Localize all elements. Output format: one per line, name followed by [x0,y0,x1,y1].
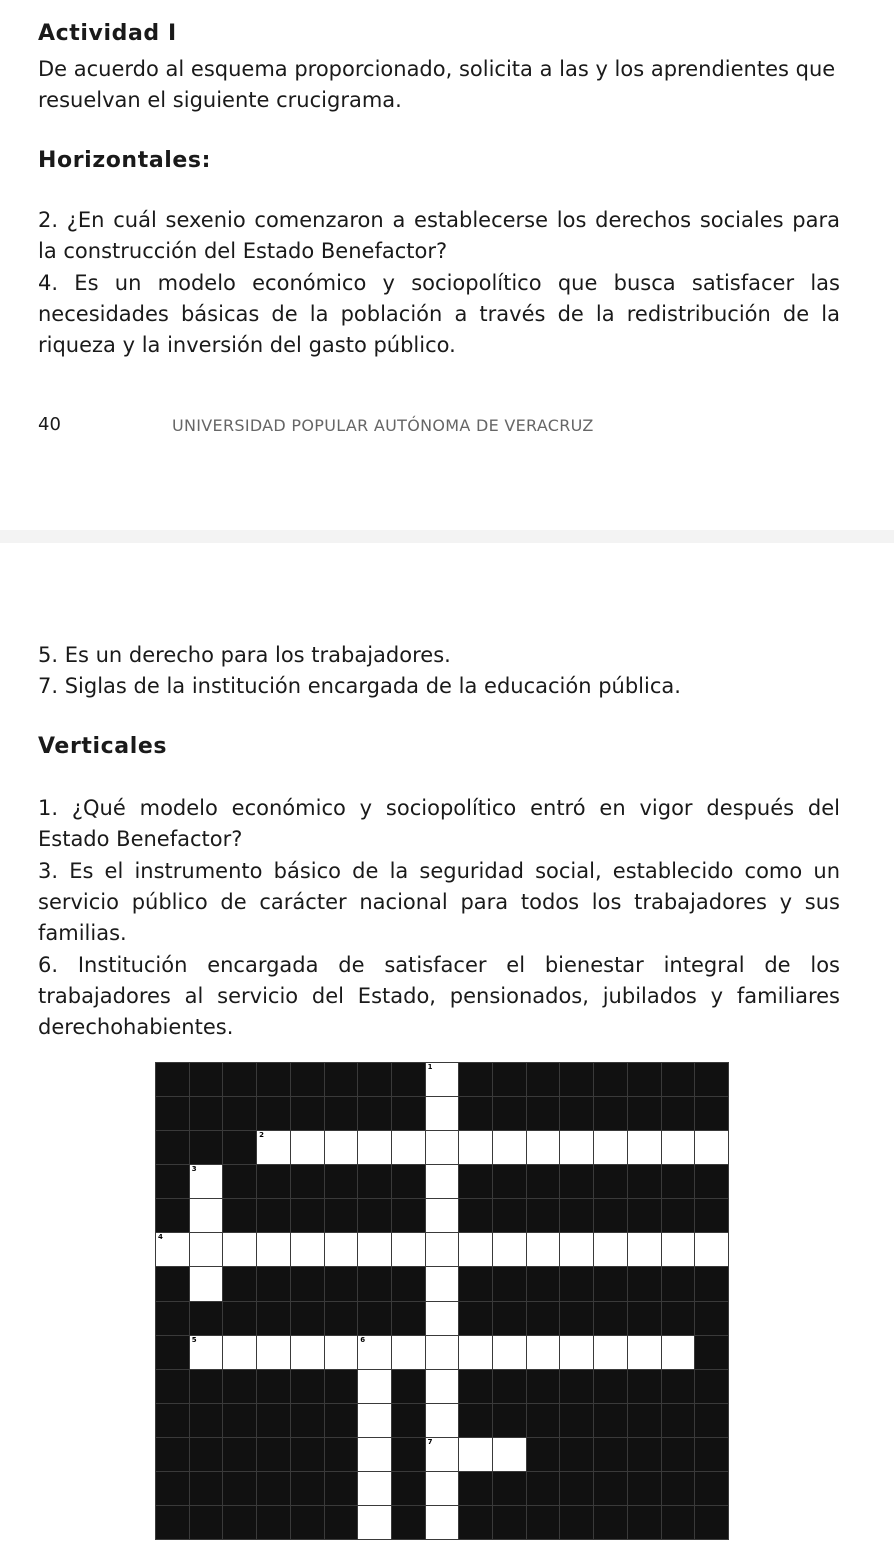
crossword-blocked-cell [560,1506,593,1539]
crossword-blocked-cell [291,1097,324,1130]
crossword-blocked-cell [358,1267,391,1300]
crossword-blocked-cell [156,1131,189,1164]
crossword-blocked-cell [392,1472,425,1505]
crossword-blocked-cell [560,1370,593,1403]
crossword-blocked-cell [662,1267,695,1300]
crossword-blocked-cell [662,1404,695,1437]
crossword-blocked-cell [628,1404,661,1437]
crossword-blocked-cell [190,1302,223,1335]
crossword-blocked-cell [156,1267,189,1300]
crossword-blocked-cell [594,1267,627,1300]
crossword-answer-cell[interactable] [426,1472,459,1505]
crossword-blocked-cell [291,1267,324,1300]
crossword-blocked-cell [594,1165,627,1198]
crossword-answer-cell[interactable] [426,1370,459,1403]
crossword-answer-cell[interactable] [628,1131,661,1164]
crossword-blocked-cell [459,1097,492,1130]
crossword-blocked-cell [257,1472,290,1505]
crossword-answer-cell[interactable] [662,1336,695,1369]
horizontal-heading: Horizontales: [38,148,212,173]
crossword-blocked-cell [392,1165,425,1198]
crossword-blocked-cell [358,1302,391,1335]
crossword-blocked-cell [156,1302,189,1335]
crossword-answer-cell[interactable] [156,1233,189,1266]
crossword-answer-cell[interactable] [594,1131,627,1164]
crossword-blocked-cell [527,1199,560,1232]
crossword-blocked-cell [695,1438,728,1471]
crossword-blocked-cell [695,1336,728,1369]
crossword-blocked-cell [325,1267,358,1300]
crossword-blocked-cell [190,1506,223,1539]
crossword-answer-cell[interactable] [358,1336,391,1369]
crossword-blocked-cell [628,1199,661,1232]
crossword-blocked-cell [223,1370,256,1403]
crossword-answer-cell[interactable] [426,1506,459,1539]
crossword-blocked-cell [291,1199,324,1232]
crossword-answer-cell[interactable] [291,1131,324,1164]
crossword-blocked-cell [358,1097,391,1130]
crossword-blocked-cell [257,1404,290,1437]
crossword-answer-cell[interactable] [426,1165,459,1198]
crossword-answer-cell[interactable] [325,1233,358,1266]
crossword-blocked-cell [527,1506,560,1539]
crossword-answer-cell[interactable] [493,1336,526,1369]
crossword-blocked-cell [662,1063,695,1096]
crossword-answer-cell[interactable] [190,1233,223,1266]
crossword-blocked-cell [190,1404,223,1437]
crossword-blocked-cell [190,1131,223,1164]
crossword-answer-cell[interactable] [190,1336,223,1369]
crossword-blocked-cell [459,1404,492,1437]
crossword-blocked-cell [594,1063,627,1096]
crossword-blocked-cell [527,1267,560,1300]
crossword-blocked-cell [695,1370,728,1403]
crossword-blocked-cell [291,1404,324,1437]
crossword-answer-cell[interactable] [325,1336,358,1369]
crossword-blocked-cell [156,1336,189,1369]
crossword-blocked-cell [662,1165,695,1198]
crossword-answer-cell[interactable] [459,1438,492,1471]
crossword-answer-cell[interactable] [426,1302,459,1335]
crossword-answer-cell[interactable] [426,1097,459,1130]
crossword-blocked-cell [392,1370,425,1403]
crossword-blocked-cell [493,1370,526,1403]
crossword-answer-cell[interactable] [527,1233,560,1266]
crossword-blocked-cell [156,1404,189,1437]
crossword-answer-cell[interactable] [695,1233,728,1266]
crossword-answer-cell[interactable] [426,1131,459,1164]
crossword-blocked-cell [392,1097,425,1130]
crossword-answer-cell[interactable] [257,1131,290,1164]
crossword-blocked-cell [527,1165,560,1198]
crossword-blocked-cell [459,1506,492,1539]
crossword-blocked-cell [628,1063,661,1096]
crossword-blocked-cell [628,1438,661,1471]
crossword-blocked-cell [291,1472,324,1505]
crossword-blocked-cell [358,1199,391,1232]
crossword-answer-cell[interactable] [527,1131,560,1164]
crossword-blocked-cell [527,1097,560,1130]
crossword-answer-cell[interactable] [358,1438,391,1471]
crossword-blocked-cell [560,1438,593,1471]
crossword-answer-cell[interactable] [560,1336,593,1369]
crossword-blocked-cell [223,1097,256,1130]
crossword-blocked-cell [223,1472,256,1505]
crossword-answer-cell[interactable] [426,1336,459,1369]
horizontal-clue-7: 7. Siglas de la institución encargada de la educación pública. [38,674,681,698]
crossword-blocked-cell [459,1472,492,1505]
crossword-answer-cell[interactable] [426,1199,459,1232]
page-number: 40 [38,414,61,435]
crossword-blocked-cell [560,1267,593,1300]
crossword-blocked-cell [392,1438,425,1471]
crossword-blocked-cell [628,1267,661,1300]
crossword-blocked-cell [594,1199,627,1232]
crossword-answer-cell[interactable] [628,1336,661,1369]
crossword-blocked-cell [493,1404,526,1437]
crossword-blocked-cell [190,1370,223,1403]
crossword-blocked-cell [628,1097,661,1130]
crossword-blocked-cell [257,1165,290,1198]
page-divider [0,530,894,543]
crossword-blocked-cell [459,1267,492,1300]
crossword-answer-cell[interactable] [392,1131,425,1164]
crossword-answer-cell[interactable] [358,1131,391,1164]
crossword-blocked-cell [527,1438,560,1471]
crossword-blocked-cell [628,1506,661,1539]
crossword-answer-cell[interactable] [594,1233,627,1266]
crossword-clue-number: 3 [191,1165,197,1174]
crossword-answer-cell[interactable] [493,1438,526,1471]
crossword-blocked-cell [392,1302,425,1335]
crossword-blocked-cell [527,1302,560,1335]
crossword-blocked-cell [325,1063,358,1096]
crossword-blocked-cell [695,1506,728,1539]
crossword-blocked-cell [257,1097,290,1130]
crossword-blocked-cell [695,1199,728,1232]
crossword-answer-cell[interactable] [426,1063,459,1096]
vertical-heading: Verticales [38,734,168,759]
crossword-blocked-cell [594,1370,627,1403]
crossword-blocked-cell [527,1404,560,1437]
crossword-blocked-cell [695,1302,728,1335]
crossword-blocked-cell [560,1302,593,1335]
crossword-blocked-cell [223,1165,256,1198]
crossword-answer-cell[interactable] [190,1199,223,1232]
crossword-blocked-cell [223,1302,256,1335]
crossword-clue-number: 2 [259,1131,264,1140]
crossword-blocked-cell [493,1199,526,1232]
crossword-blocked-cell [662,1472,695,1505]
crossword-blocked-cell [695,1165,728,1198]
horizontal-clue-2: 2. ¿En cuál sexenio comenzaron a establecerse los derechos sociales para la construcción del Estado Benefactor? [38,208,840,263]
crossword-clue-number: 6 [360,1335,366,1344]
crossword-blocked-cell [695,1097,728,1130]
crossword-blocked-cell [156,1438,189,1471]
horizontal-clue-5: 5. Es un derecho para los trabajadores. [38,643,451,667]
crossword-blocked-cell [594,1302,627,1335]
crossword-blocked-cell [594,1438,627,1471]
crossword-blocked-cell [527,1370,560,1403]
crossword-answer-cell[interactable] [257,1233,290,1266]
crossword-blocked-cell [695,1063,728,1096]
crossword-blocked-cell [560,1472,593,1505]
crossword-answer-cell[interactable] [392,1336,425,1369]
crossword-answer-cell[interactable] [560,1131,593,1164]
crossword-blocked-cell [459,1063,492,1096]
crossword-blocked-cell [392,1063,425,1096]
crossword-blocked-cell [156,1506,189,1539]
crossword-blocked-cell [257,1438,290,1471]
crossword-answer-cell[interactable] [325,1131,358,1164]
crossword-blocked-cell [325,1438,358,1471]
crossword-blocked-cell [325,1506,358,1539]
crossword-blocked-cell [527,1472,560,1505]
crossword-blocked-cell [594,1404,627,1437]
crossword-blocked-cell [325,1404,358,1437]
crossword-clue-number: 5 [191,1335,197,1344]
page-40 [0,0,894,530]
crossword-blocked-cell [257,1370,290,1403]
crossword-answer-cell[interactable] [358,1370,391,1403]
intro-paragraph: De acuerdo al esquema proporcionado, solicita a las y los aprendientes que resuelvan el siguiente crucigrama. [38,57,836,112]
crossword-answer-cell[interactable] [459,1336,492,1369]
crossword-blocked-cell [156,1165,189,1198]
crossword-blocked-cell [628,1472,661,1505]
crossword-blocked-cell [560,1097,593,1130]
crossword-answer-cell[interactable] [392,1233,425,1266]
crossword-blocked-cell [223,1506,256,1539]
crossword-blocked-cell [325,1199,358,1232]
crossword-blocked-cell [190,1438,223,1471]
crossword-blocked-cell [257,1506,290,1539]
crossword-answer-cell[interactable] [358,1404,391,1437]
crossword-clue-number: 1 [427,1063,433,1071]
vertical-clue-1: 1. ¿Qué modelo económico y sociopolítico entró en vigor después del Estado Benefactor? [38,796,840,851]
crossword-blocked-cell [325,1472,358,1505]
page-footer: UNIVERSIDAD POPULAR AUTÓNOMA DE VERACRUZ [172,416,594,435]
crossword-clue-number: 4 [158,1233,163,1242]
crossword-answer-cell[interactable] [426,1267,459,1300]
crossword-blocked-cell [628,1370,661,1403]
crossword-blocked-cell [291,1165,324,1198]
crossword-answer-cell[interactable] [560,1233,593,1266]
crossword-answer-cell[interactable] [594,1336,627,1369]
crossword-blocked-cell [662,1370,695,1403]
crossword-blocked-cell [594,1472,627,1505]
crossword-answer-cell[interactable] [358,1472,391,1505]
crossword-answer-cell[interactable] [695,1131,728,1164]
crossword-blocked-cell [493,1097,526,1130]
crossword-blocked-cell [695,1472,728,1505]
crossword-blocked-cell [662,1199,695,1232]
crossword-blocked-cell [459,1302,492,1335]
crossword-blocked-cell [325,1370,358,1403]
vertical-clue-6: 6. Institución encargada de satisfacer el bienestar integral de los trabajadores al servicio del Estado, pensionados, jubilados y familiares derechohabientes. [38,953,840,1039]
crossword-blocked-cell [662,1097,695,1130]
crossword-answer-cell[interactable] [527,1336,560,1369]
crossword-answer-cell[interactable] [291,1336,324,1369]
crossword-answer-cell[interactable] [358,1506,391,1539]
crossword-answer-cell[interactable] [459,1131,492,1164]
crossword-blocked-cell [325,1302,358,1335]
crossword-blocked-cell [223,1267,256,1300]
crossword-blocked-cell [628,1165,661,1198]
crossword-answer-cell[interactable] [190,1267,223,1300]
horizontal-clue-4: 4. Es un modelo económico y sociopolítico que busca satisfacer las necesidades básicas de la población a través de la redistribución de la riqueza y la inversión del gasto público. [38,271,840,357]
crossword-answer-cell[interactable] [223,1336,256,1369]
crossword-blocked-cell [156,1063,189,1096]
crossword-answer-cell[interactable] [223,1233,256,1266]
crossword-answer-cell[interactable] [358,1233,391,1266]
crossword-blocked-cell [190,1097,223,1130]
crossword-blocked-cell [527,1063,560,1096]
crossword-blocked-cell [223,1131,256,1164]
crossword-blocked-cell [190,1472,223,1505]
crossword-blocked-cell [662,1302,695,1335]
crossword-blocked-cell [392,1506,425,1539]
crossword-blocked-cell [560,1404,593,1437]
crossword-blocked-cell [291,1063,324,1096]
crossword-blocked-cell [223,1199,256,1232]
crossword-blocked-cell [594,1506,627,1539]
crossword-blocked-cell [156,1472,189,1505]
crossword-blocked-cell [392,1267,425,1300]
crossword-blocked-cell [257,1267,290,1300]
crossword-blocked-cell [358,1165,391,1198]
crossword-blocked-cell [459,1370,492,1403]
crossword-blocked-cell [493,1165,526,1198]
crossword-blocked-cell [493,1472,526,1505]
crossword-blocked-cell [560,1199,593,1232]
crossword-answer-cell[interactable] [493,1131,526,1164]
crossword-blocked-cell [156,1370,189,1403]
crossword-answer-cell[interactable] [628,1233,661,1266]
crossword-blocked-cell [223,1404,256,1437]
crossword-blocked-cell [190,1063,223,1096]
crossword-blocked-cell [459,1199,492,1232]
activity-title: Actividad I [38,21,177,46]
crossword-blocked-cell [257,1199,290,1232]
crossword-blocked-cell [493,1267,526,1300]
crossword-blocked-cell [560,1165,593,1198]
crossword-blocked-cell [223,1438,256,1471]
crossword-blocked-cell [493,1506,526,1539]
crossword-answer-cell[interactable] [426,1233,459,1266]
crossword-blocked-cell [695,1267,728,1300]
crossword-blocked-cell [257,1063,290,1096]
crossword-grid [155,1062,729,1540]
crossword-blocked-cell [257,1302,290,1335]
crossword-blocked-cell [291,1438,324,1471]
crossword-blocked-cell [459,1165,492,1198]
vertical-clue-3: 3. Es el instrumento básico de la seguridad social, establecido como un servicio público de carácter nacional para todos los trabajadores y sus familias. [38,859,840,945]
crossword-blocked-cell [392,1199,425,1232]
crossword-answer-cell[interactable] [493,1233,526,1266]
crossword-answer-cell[interactable] [459,1233,492,1266]
crossword-answer-cell[interactable] [662,1131,695,1164]
crossword-blocked-cell [628,1302,661,1335]
crossword-answer-cell[interactable] [257,1336,290,1369]
crossword-blocked-cell [493,1302,526,1335]
crossword-blocked-cell [493,1063,526,1096]
crossword-answer-cell[interactable] [662,1233,695,1266]
crossword-blocked-cell [325,1097,358,1130]
crossword-blocked-cell [560,1063,593,1096]
crossword-answer-cell[interactable] [291,1233,324,1266]
crossword-answer-cell[interactable] [426,1438,459,1471]
crossword-clue-number: 7 [427,1437,433,1446]
crossword-blocked-cell [325,1165,358,1198]
crossword-blocked-cell [695,1404,728,1437]
crossword-blocked-cell [662,1506,695,1539]
crossword-blocked-cell [291,1506,324,1539]
crossword-blocked-cell [291,1370,324,1403]
crossword-blocked-cell [156,1199,189,1232]
crossword-answer-cell[interactable] [426,1404,459,1437]
crossword-blocked-cell [392,1404,425,1437]
crossword-blocked-cell [662,1438,695,1471]
crossword-blocked-cell [291,1302,324,1335]
crossword-blocked-cell [156,1097,189,1130]
crossword-blocked-cell [358,1063,391,1096]
crossword-blocked-cell [223,1063,256,1096]
crossword-blocked-cell [594,1097,627,1130]
crossword-answer-cell[interactable] [190,1165,223,1198]
